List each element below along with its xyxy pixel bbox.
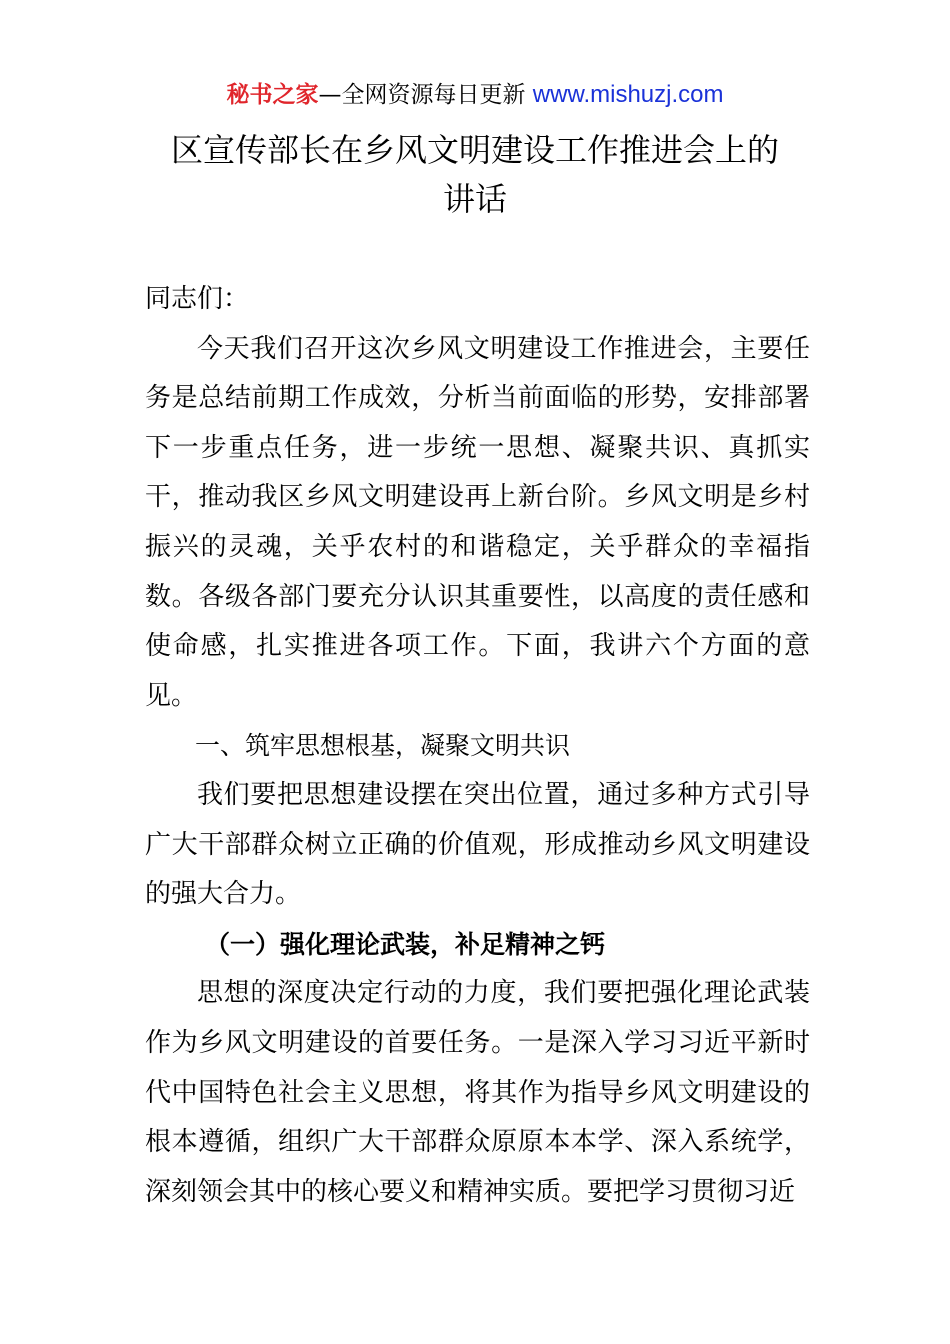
site-url-link[interactable]: www.mishuzj.com (532, 81, 724, 108)
document-title (0, 126, 950, 224)
paragraph-intro: 今天我们召开这次乡风文明建设工作推进会，主要任务是总结前期工作成效，分析当前面临的形势，安排部署下一步重点任务，进一步统一思想、凝聚共识、真抓实干，推动我区乡风文明建设再上新台阶。乡风文明是乡村振兴的灵魂，关乎农村的和谐稳定，关乎群众的幸福指数。各级各部门要充分认识其重要性，以高度的责任感和使命感，扎实推进各项工作。下面，我讲六个方面的意见。 (145, 333, 810, 711)
brand-name: 秘书之家 (226, 82, 319, 108)
page-header (0, 78, 950, 112)
title-line-1: 区宣传部长在乡风文明建设工作推进会上的 (170, 131, 779, 169)
header-tagline: —全网资源每日更新 (318, 82, 526, 108)
paragraph-section-1: 我们要把思想建设摆在突出位置，通过多种方式引导广大干部群众树立正确的价值观，形成推动乡风文明建设的强大合力。 (145, 779, 810, 910)
title-line-2: 讲话 (442, 180, 507, 218)
section-heading: 一、筑牢思想根基，凝聚文明共识 (195, 731, 571, 761)
salutation: 同志们： (145, 284, 250, 314)
paragraph-subsection-1: 思想的深度决定行动的力度，我们要把强化理论武装作为乡风文明建设的首要任务。一是深入学习习近平新时代中国特色社会主义思想，将其作为指导乡风文明建设的根本遵循，组织广大干部群众原原本本学、深入系统学，深刻领会其中的核心要义和精神实质。要把学习贯彻习近 (145, 978, 810, 1207)
document-body (145, 275, 810, 1217)
subsection-heading: （一）强化理论武装，补足精神之钙 (205, 929, 606, 959)
